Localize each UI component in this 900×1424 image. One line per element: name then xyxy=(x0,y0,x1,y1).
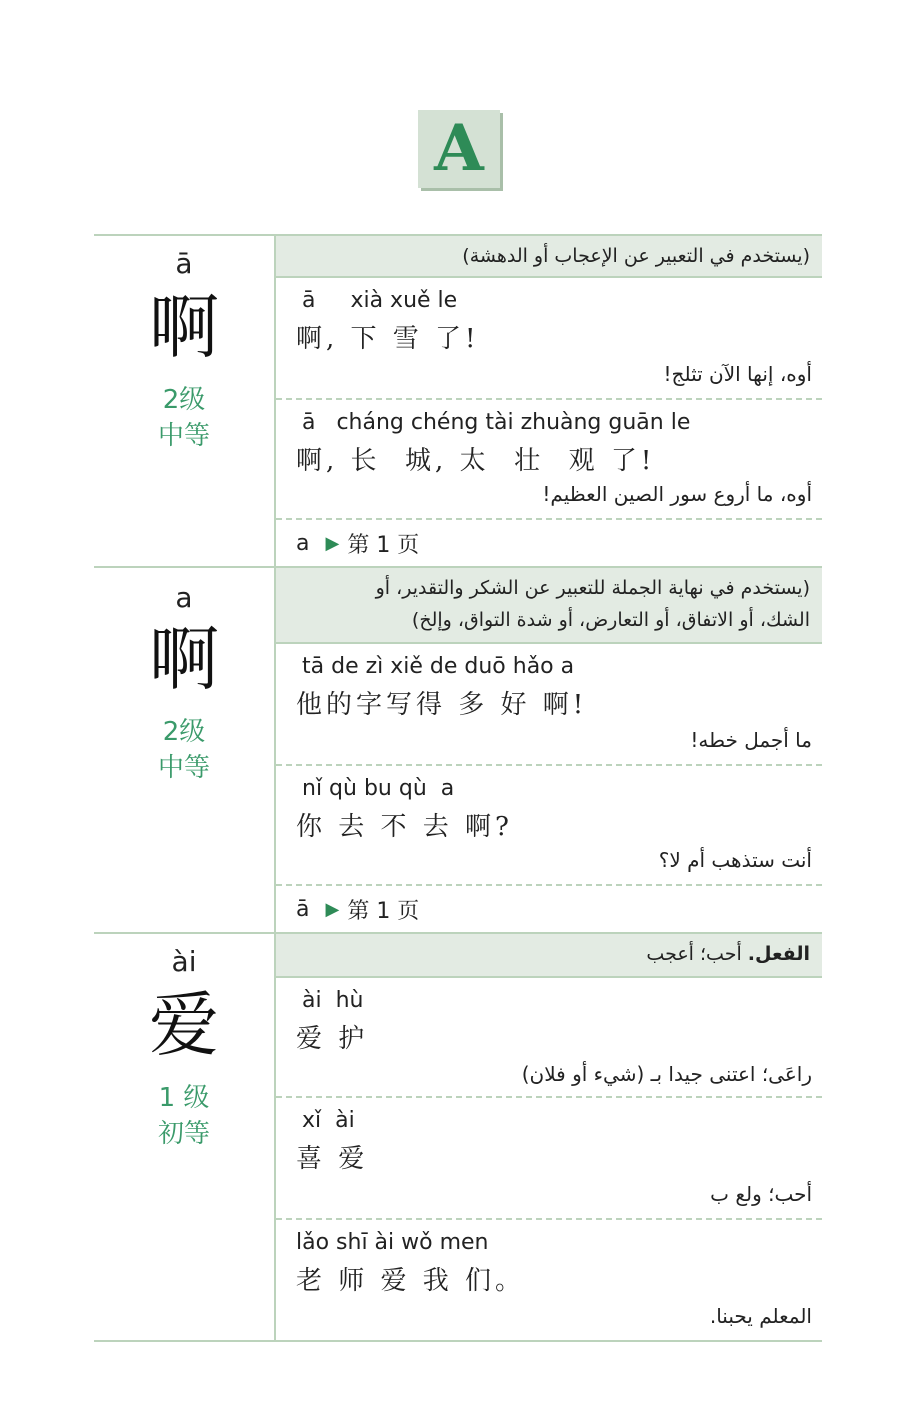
example-translation: أنت ستذهب أم لا؟ xyxy=(658,848,812,872)
cross-reference[interactable] xyxy=(276,520,822,566)
cross-reference-page: 第 1 页 xyxy=(347,899,420,924)
cross-reference-pinyin: ā xyxy=(296,897,310,922)
example-translation: المعلم يحبنا. xyxy=(709,1304,812,1328)
example-chinese: 他的字写得 多 好 啊! xyxy=(296,690,588,720)
arrow-right-icon: ▶ xyxy=(325,899,340,920)
sense-definition xyxy=(276,568,822,644)
sense-line-2: الشك، أو الاتفاق، أو التعارض، أو شدة التواق، وإلخ) xyxy=(411,609,810,631)
example-item xyxy=(276,1098,822,1220)
headword-column xyxy=(94,934,276,1340)
example-pinyin: nǐ qù bu qù a xyxy=(302,776,455,801)
example-item xyxy=(276,978,822,1098)
headword-column xyxy=(94,568,276,934)
entry-content xyxy=(276,934,822,1338)
section-letter-box xyxy=(418,110,500,188)
example-item xyxy=(276,1220,822,1338)
part-of-speech: الفعل. xyxy=(747,943,810,965)
example-chinese: 爱 护 xyxy=(296,1024,369,1054)
sense-text: أحب؛ أعجب xyxy=(646,943,748,965)
entry-content xyxy=(276,568,822,932)
example-translation: ما أجمل خطه! xyxy=(690,728,812,752)
example-translation: أوه، إنها الآن تثلج! xyxy=(663,362,812,386)
example-item xyxy=(276,644,822,766)
example-chinese: 你 去 不 去 啊? xyxy=(296,812,513,842)
example-pinyin: xǐ ài xyxy=(302,1108,355,1133)
headword-character: 爱 xyxy=(149,984,219,1066)
example-translation: أوه، ما أروع سور الصين العظيم! xyxy=(542,482,812,506)
entry-a2 xyxy=(94,566,822,934)
level-number: 1 级 xyxy=(158,1083,210,1113)
cross-reference[interactable] xyxy=(276,886,822,932)
example-chinese: 啊, 长 城, 太 壮 观 了! xyxy=(296,446,656,476)
headword-pinyin: a xyxy=(175,581,193,614)
section-letter: A xyxy=(434,111,484,186)
entry-a1 xyxy=(94,234,822,568)
sense-definition: (يستخدم في التعبير عن الإعجاب أو الدهشة) xyxy=(276,236,822,278)
example-translation: راعَى؛ اعتنى جيدا بـ (شيء أو فلان) xyxy=(521,1062,812,1086)
cross-reference-page: 第 1 页 xyxy=(347,533,420,558)
example-pinyin: ā xià xuě le xyxy=(302,288,458,313)
example-item xyxy=(276,278,822,400)
example-chinese: 老 师 爱 我 们。 xyxy=(296,1266,526,1296)
example-translation: أحب؛ ولع ب xyxy=(710,1182,812,1206)
level-number: 2级 xyxy=(162,385,206,415)
headword-pinyin: ā xyxy=(175,247,193,280)
level-number: 2级 xyxy=(162,717,206,747)
level-name: 初等 xyxy=(157,1119,210,1149)
level-name: 中等 xyxy=(157,753,210,783)
headword-pinyin: ài xyxy=(171,945,197,978)
example-pinyin: ā cháng chéng tài zhuàng guān le xyxy=(302,410,691,435)
example-chinese: 啊, 下 雪 了! xyxy=(296,324,480,354)
entry-ai xyxy=(94,932,822,1342)
example-item xyxy=(276,400,822,520)
arrow-right-icon: ▶ xyxy=(325,533,340,554)
headword-character: 啊 xyxy=(149,286,219,368)
sense-definition xyxy=(276,934,822,978)
headword-character: 啊 xyxy=(149,618,219,700)
cross-reference-pinyin: a xyxy=(296,531,310,556)
level-name: 中等 xyxy=(157,421,210,451)
sense-line-1: (يستخدم في نهاية الجملة للتعبير عن الشكر والتقدير، أو xyxy=(375,577,810,599)
example-pinyin: ài hù xyxy=(302,988,364,1013)
entry-content xyxy=(276,236,822,566)
headword-column xyxy=(94,236,276,568)
example-pinyin: lǎo shī ài wǒ men xyxy=(296,1230,489,1255)
example-chinese: 喜 爱 xyxy=(296,1144,369,1174)
example-item xyxy=(276,766,822,886)
example-pinyin: tā de zì xiě de duō hǎo a xyxy=(302,654,575,679)
